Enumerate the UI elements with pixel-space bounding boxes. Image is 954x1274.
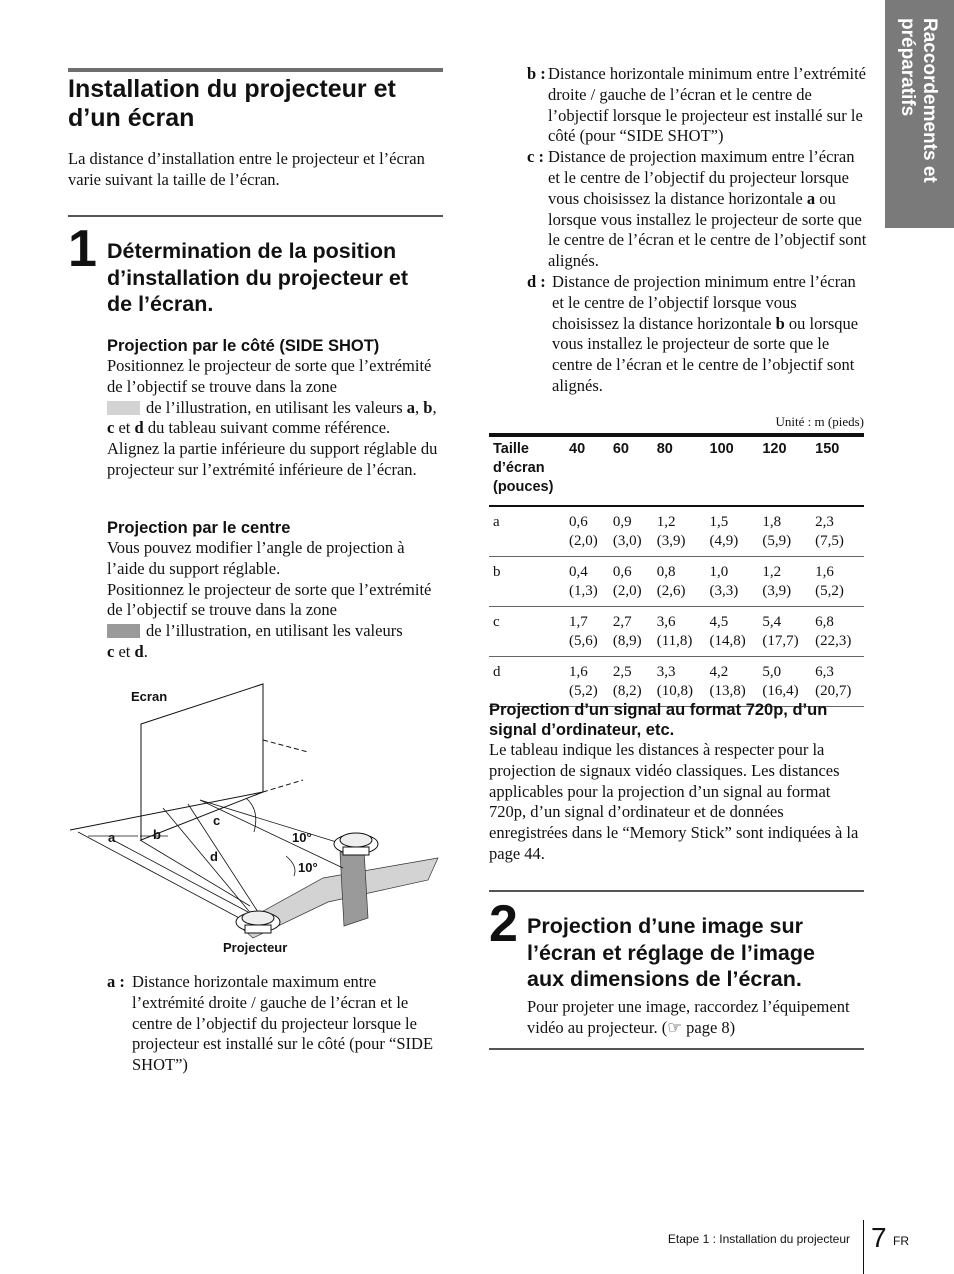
cell-feet: (11,8) (656, 633, 693, 649)
step1-title-line2: d’installation du projecteur et (107, 265, 409, 290)
step1-rule (68, 215, 443, 217)
cell-meters: 4,2 (709, 664, 729, 680)
step2-bottom-rule (489, 1048, 864, 1050)
table-header-col: 120 (762, 441, 787, 457)
page-title (68, 75, 448, 133)
definition-c-key: c : (527, 147, 544, 167)
table-header-col: 60 (612, 441, 629, 457)
side-shot-heading: Projection par le côté (SIDE SHOT) (107, 337, 380, 355)
unit-label: Unité : m (pieds) (775, 414, 864, 429)
step2-title-line1: Projection d’une image sur (527, 914, 803, 938)
cell-feet: (7,5) (815, 533, 844, 549)
section-side-tab (885, 0, 954, 228)
table-cell (811, 607, 864, 657)
cell-meters: 0,9 (612, 514, 632, 530)
cell-feet: (16,4) (762, 683, 799, 699)
cell-meters: 0,8 (656, 564, 676, 580)
definition-b-text: Distance horizontale minimum entre l’extrémité droite / gauche de l’écran et le centre de l’objectif lorsque le projecteur est installé sur le côté (pour “SIDE SHOT”) (548, 64, 866, 146)
title-rule (68, 68, 443, 72)
cell-meters: 3,3 (656, 664, 676, 680)
table-header-col: 80 (656, 441, 673, 457)
table-cell (653, 607, 706, 657)
cell-feet: (3,3) (709, 583, 739, 599)
table-header-col: 100 (709, 441, 734, 457)
definition-d-bold: b (775, 313, 785, 333)
cell-meters: 4,5 (709, 614, 729, 630)
step1-number: 1 (68, 220, 97, 278)
table-row-label: b (489, 557, 565, 607)
cell-meters: 6,3 (815, 664, 834, 680)
cell-meters: 1,2 (656, 514, 676, 530)
letter-c: c (107, 418, 115, 438)
format-720p-text: Le tableau indique les distances à respecter pour la projection de signaux vidéo classiques. Les distances applicables pour la projection d’un signal au format 720p, d’un signal d’ordinateur et de données enregistrées dans le “Memory Stick” sont indiquées à la page 44. (489, 740, 859, 863)
table-row-label: a (489, 506, 565, 557)
definition-c-bold: a (806, 188, 816, 208)
table-cell (609, 607, 653, 657)
table-cell (565, 657, 609, 707)
table-cell (706, 607, 759, 657)
cell-feet: (3,0) (612, 533, 642, 549)
cell-meters: 1,8 (762, 514, 782, 530)
side-shot-text2: de l’illustration, en utilisant les valeurs (146, 397, 403, 417)
side-shot-block (107, 336, 443, 481)
step2-rule (489, 890, 864, 892)
table-header-col: 150 (815, 441, 840, 457)
step2-title-line2: l’écran et réglage de l’image (527, 940, 815, 965)
table-cell (609, 657, 653, 707)
center-text (107, 538, 443, 663)
cell-feet: (3,9) (656, 533, 686, 549)
step2-title-line3: aux dimensions de l’écran. (527, 967, 802, 991)
label-a: a (108, 830, 116, 845)
definition-c-before: Distance de projection maximum entre l’écran et le centre de l’objectif du projecteur lorsque vous choisissez la distance horizontale (548, 147, 855, 208)
cell-meters: 1,0 (709, 564, 729, 580)
letter-b: b (423, 397, 433, 417)
table-cell (706, 506, 759, 557)
page-reference-icon: ☞ (667, 1017, 682, 1037)
cell-feet: (5,2) (815, 583, 844, 599)
cell-meters: 1,6 (815, 564, 834, 580)
table-cell (565, 557, 609, 607)
cell-meters: 2,5 (612, 664, 632, 680)
dark-zone (340, 850, 368, 926)
cell-feet: (2,0) (612, 583, 642, 599)
cell-meters: 5,4 (762, 614, 782, 630)
label-b: b (153, 827, 161, 842)
label-d: d (210, 849, 218, 864)
cell-feet: (4,9) (709, 533, 739, 549)
label-projector: Projecteur (223, 940, 288, 955)
table-cell (706, 557, 759, 607)
letter-c-2: c (107, 641, 115, 661)
cell-meters: 2,7 (612, 614, 632, 630)
table-row (489, 607, 864, 657)
definition-a (107, 972, 447, 1076)
table-cell (811, 506, 864, 557)
table-cell (758, 506, 811, 557)
table-row-label: c (489, 607, 565, 657)
step2-text-after: page 8) (682, 1017, 736, 1037)
table-cell (609, 506, 653, 557)
step2-number: 2 (489, 895, 518, 953)
cell-meters: 0,6 (612, 564, 632, 580)
page-title-line1: Installation du projecteur et (68, 75, 396, 103)
table-row (489, 557, 864, 607)
cell-feet: (22,3) (815, 633, 852, 649)
table-header-row (489, 435, 864, 506)
side-tab-line1: Raccordements et (919, 18, 940, 183)
footer-caption: Etape 1 : Installation du projecteur (667, 1232, 850, 1246)
cell-feet: (8,2) (612, 683, 642, 699)
center-text3: de l’illustration, en utilisant les valeurs (146, 621, 403, 641)
footer-divider (863, 1220, 864, 1274)
label-angle-1: 10° (292, 830, 312, 845)
table-cell (706, 657, 759, 707)
dark-zone-swatch (107, 624, 140, 638)
table-header-size: Taille d’écran (pouces) (493, 441, 554, 495)
cell-feet: (1,3) (569, 583, 598, 599)
definition-b-key: b : (527, 64, 546, 83)
cell-feet: (5,2) (569, 683, 598, 699)
table-cell (758, 657, 811, 707)
table-cell (758, 607, 811, 657)
distance-table-wrap (489, 433, 864, 707)
table-cell (811, 557, 864, 607)
cell-meters: 2,3 (815, 514, 834, 530)
side-shot-text3: du tableau suivant comme référence. Alignez la partie inférieure du support réglable du projecteur sur l’extrémité inférieure de l’écran. (107, 418, 438, 479)
table-cell (565, 607, 609, 657)
cell-meters: 6,8 (815, 614, 834, 630)
cell-feet: (5,9) (762, 533, 792, 549)
definition-d-after: ou lorsque vous installez le projecteur de sorte que le centre de l’écran et le centre de l’objectif sont alignés. (552, 313, 859, 395)
step1-title (107, 238, 447, 318)
cell-meters: 1,7 (569, 614, 588, 630)
light-zone-swatch (107, 401, 140, 415)
cell-feet: (8,9) (612, 633, 642, 649)
table-cell (565, 506, 609, 557)
intro-paragraph: La distance d’installation entre le projecteur et l’écran varie suivant la taille de l’écran. (68, 149, 425, 189)
center-text-end: . (143, 641, 148, 661)
side-shot-text1: Positionnez le projecteur de sorte que l’extrémité de l’objectif se trouve dans la zone (107, 356, 432, 396)
side-shot-text: Positionnez le projecteur de sorte que l’extrémité de l’objectif se trouve dans la zone de l’illustration, en utilisant les valeurs a, b, c et d du tableau suivant comme référence. Alignez la partie inférieure du support réglable du projecteur sur l’extrémité inférieure de l’écran. (107, 356, 438, 479)
cell-meters: 1,6 (569, 664, 588, 680)
label-screen: Ecran (131, 689, 168, 704)
definition-a-text: Distance horizontale maximum entre l’extrémité droite / gauche de l’écran et le centre de l’objectif du projecteur lorsque le projecteur est installé sur le côté (pour “SIDE SHOT”) (132, 972, 434, 1075)
center-and: et (118, 641, 131, 661)
definition-a-key: a : (107, 972, 125, 991)
table-header-col: 40 (569, 441, 586, 457)
center-heading: Projection par le centre (107, 519, 291, 537)
distance-table (489, 433, 864, 707)
step1-title-line3: de l’écran. (107, 292, 214, 316)
cell-feet: (17,7) (762, 633, 799, 649)
definitions-list (527, 64, 867, 397)
cell-feet: (3,9) (762, 583, 792, 599)
cell-feet: (14,8) (709, 633, 746, 649)
cell-feet: (2,6) (656, 583, 686, 599)
cell-feet: (5,6) (569, 633, 598, 649)
center-text2: Positionnez le projecteur de sorte que l’extrémité de l’objectif se trouve dans la zone (107, 579, 432, 620)
table-row-label: d (489, 657, 565, 707)
table-row (489, 657, 864, 707)
letter-a: a (406, 397, 415, 417)
step2-title (527, 913, 867, 993)
cell-feet: (20,7) (815, 683, 852, 699)
step2-text-before: Pour projeter une image, raccordez l’équipement vidéo au projecteur. ( (527, 997, 850, 1037)
cell-meters: 5,0 (762, 664, 782, 680)
table-cell (811, 657, 864, 707)
side-tab-line2: préparatifs (897, 18, 918, 117)
cell-meters: 3,6 (656, 614, 676, 630)
cell-feet: (10,8) (656, 683, 693, 699)
language-code: FR (893, 1234, 909, 1248)
step1-title-line1: Détermination de la position (107, 239, 397, 263)
label-c: c (213, 813, 221, 828)
definition-c-after: ou lorsque vous installez le projecteur de sorte que le centre de l’écran et le centre de l’objectif sont alignés. (548, 188, 867, 271)
definition-c-text (527, 147, 867, 272)
label-angle-2: 10° (298, 860, 318, 875)
format-720p-heading: Projection d’un signal au format 720p, d’un signal d’ordinateur, etc. (489, 701, 828, 739)
cell-meters: 1,2 (762, 564, 782, 580)
table-cell (758, 557, 811, 607)
table-cell (653, 657, 706, 707)
table-cell (653, 506, 706, 557)
center-text1: Vous pouvez modifier l’angle de projection à l’aide du support réglable. (107, 538, 405, 578)
page-number: 7 (871, 1222, 887, 1253)
definition-d-key: d : (527, 271, 546, 291)
cell-meters: 0,4 (569, 564, 588, 580)
definition-d-before: Distance de projection minimum entre l’écran et le centre de l’objectif lorsque vous choisissez la distance horizontale (552, 271, 856, 333)
letter-d-2: d (134, 641, 144, 661)
step2-text (527, 997, 863, 1039)
cell-feet: (2,0) (569, 533, 598, 549)
table-row (489, 506, 864, 557)
cell-feet: (13,8) (709, 683, 746, 699)
page-title-line2: d’un écran (68, 104, 195, 132)
center-block (107, 518, 443, 663)
cell-meters: 1,5 (709, 514, 729, 530)
letter-d: d (134, 418, 144, 438)
table-cell (609, 557, 653, 607)
installation-diagram (68, 680, 448, 965)
screen-shape (141, 684, 263, 840)
cell-meters: 0,6 (569, 514, 588, 530)
table-cell (653, 557, 706, 607)
format-720p-block (489, 700, 864, 865)
definition-d-text (527, 272, 867, 397)
